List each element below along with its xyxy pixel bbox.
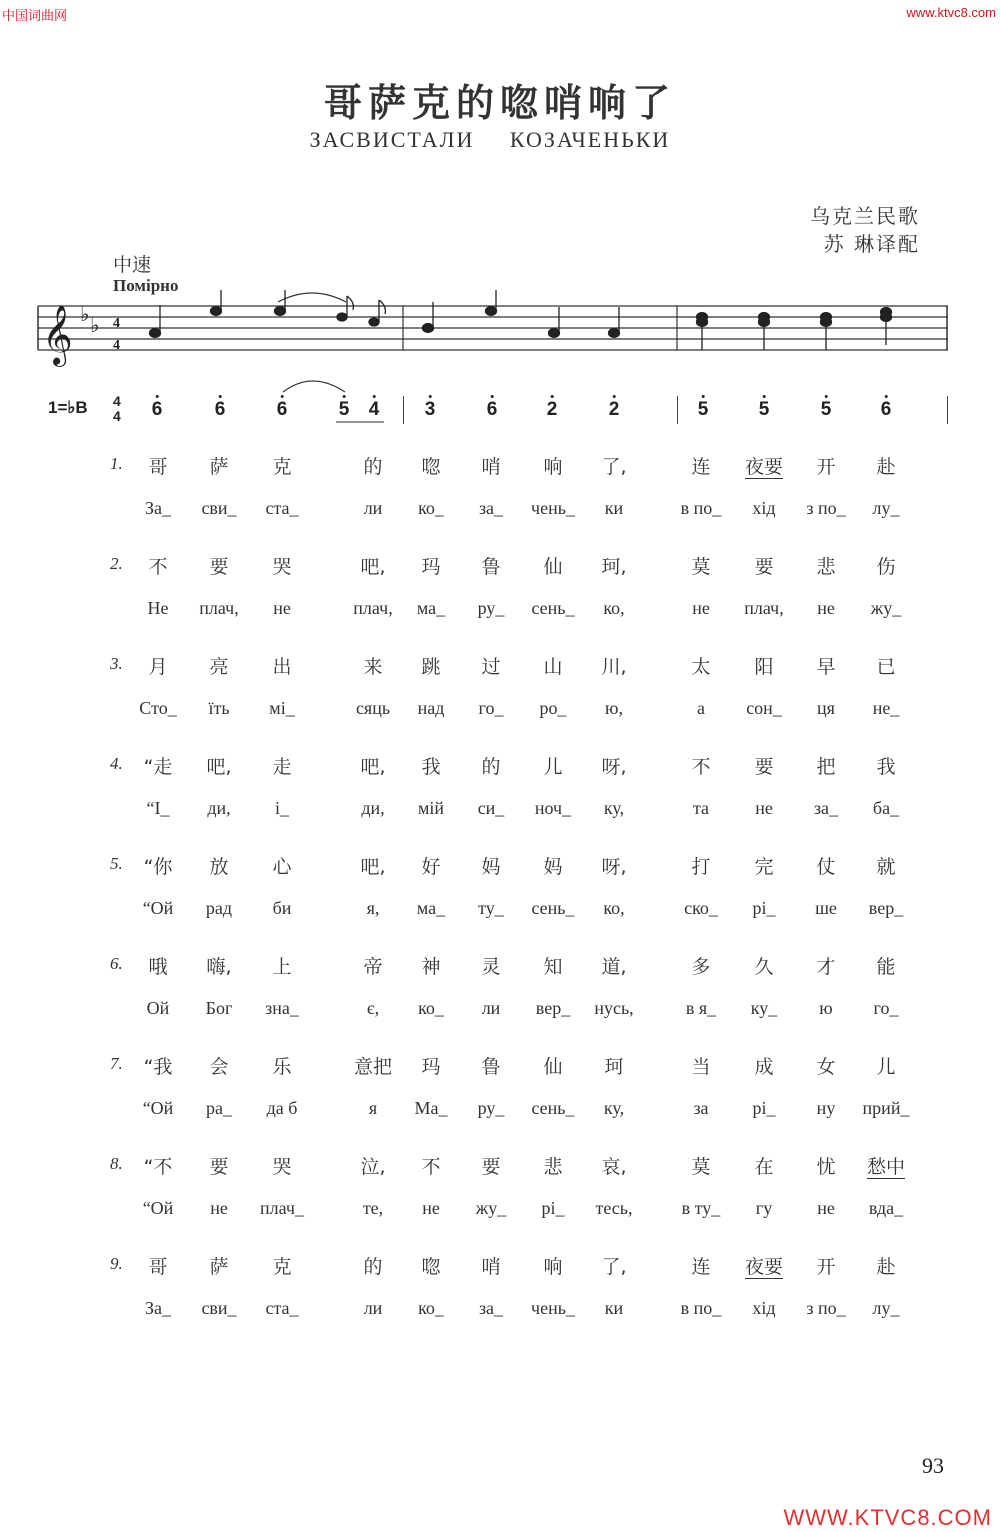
- lyric-syllable-ukrainian: і_: [274, 798, 290, 818]
- lyric-syllable-ukrainian: Не: [147, 598, 169, 618]
- lyric-syllable-chinese: 亮: [209, 656, 229, 678]
- lyric-syllable-ukrainian: ку_: [750, 998, 778, 1018]
- jianpu-slur-and-beam: [0, 370, 1000, 430]
- lyric-syllable-ukrainian: та: [692, 798, 710, 818]
- lyric-syllable-ukrainian: ю: [819, 998, 833, 1018]
- lyric-syllable-chinese: 莫: [691, 1156, 711, 1178]
- lyric-syllable-ukrainian: їть: [208, 698, 230, 718]
- lyric-syllable-chinese: “我: [143, 1056, 173, 1078]
- lyric-syllable-chinese: 唿: [421, 1256, 441, 1278]
- lyric-syllable-ukrainian: ту_: [478, 898, 504, 918]
- lyric-syllable-chinese: 当: [691, 1056, 711, 1078]
- verse-number: 6.: [110, 954, 123, 973]
- jianpu-note: 6: [152, 399, 163, 421]
- jianpu-note: 2: [547, 399, 558, 421]
- tempo-chinese: 中速: [113, 254, 152, 276]
- time-sig-bottom: 4: [113, 338, 120, 353]
- jianpu-note: 4: [369, 399, 380, 421]
- lyric-syllable-ukrainian: ру_: [477, 1098, 505, 1118]
- lyric-syllable-ukrainian: не: [273, 598, 291, 618]
- lyric-syllable-chinese: 克: [272, 1256, 292, 1278]
- jianpu-note: 5: [698, 399, 709, 421]
- lyric-syllable-chinese: 仙: [543, 1056, 563, 1078]
- lyric-syllable-chinese: 吧,: [360, 556, 386, 578]
- lyric-syllable-chinese: 的: [363, 456, 383, 478]
- lyric-syllable-chinese: 跳: [421, 656, 441, 678]
- lyric-syllable-ukrainian: сви_: [201, 1298, 237, 1318]
- lyric-syllable-ukrainian: я: [368, 1098, 378, 1118]
- verse-number: 7.: [110, 1054, 123, 1073]
- lyric-syllable-ukrainian: сень_: [531, 898, 575, 918]
- lyric-syllable-chinese: 赴: [876, 456, 896, 478]
- lyric-syllable-chinese: 太: [691, 656, 711, 678]
- lyric-syllable-ukrainian: ки: [604, 498, 624, 518]
- jianpu-note: 5: [759, 399, 770, 421]
- lyric-syllable-ukrainian: Ой: [146, 998, 170, 1018]
- lyric-syllable-chinese: 上: [272, 956, 292, 978]
- lyric-syllable-chinese: 哭: [272, 1156, 292, 1178]
- lyric-syllable-chinese: 心: [272, 856, 292, 878]
- lyric-syllable-chinese: 出: [272, 656, 292, 678]
- lyric-syllable-ukrainian: чень_: [531, 498, 575, 518]
- lyric-syllable-chinese: 的: [363, 1256, 383, 1278]
- lyric-syllable-ukrainian: ко,: [603, 598, 625, 618]
- lyric-syllable-ukrainian: ро_: [539, 698, 567, 718]
- lyric-syllable-ukrainian: “І_: [146, 798, 170, 818]
- lyric-syllable-ukrainian: не: [692, 598, 710, 618]
- lyric-syllable-ukrainian: За_: [144, 1298, 172, 1318]
- lyric-syllable-chinese: 仙: [543, 556, 563, 578]
- lyric-syllable-chinese: 已: [876, 656, 896, 678]
- jianpu-note: 6: [215, 399, 226, 421]
- lyric-syllable-chinese: 川,: [601, 656, 627, 678]
- lyric-syllable-chinese: 愁中: [866, 1156, 906, 1178]
- lyric-syllable-chinese: 我: [876, 756, 896, 778]
- lyric-syllable-ukrainian: ну: [816, 1098, 836, 1118]
- lyric-syllable-chinese: 不: [148, 556, 168, 578]
- lyric-syllable-chinese: 知: [543, 956, 563, 978]
- lyric-syllable-chinese: 夜要: [744, 456, 784, 478]
- lyric-syllable-chinese: 月: [148, 656, 168, 678]
- jianpu-key: 1=♭B: [48, 398, 88, 417]
- lyric-syllable-chinese: 成: [754, 1056, 774, 1078]
- lyric-syllable-ukrainian: мі_: [269, 698, 295, 718]
- lyric-syllable-chinese: 连: [691, 1256, 711, 1278]
- site-name-left: 中国词曲网: [2, 8, 68, 23]
- lyric-syllable-ukrainian: плач_: [260, 1198, 304, 1218]
- jianpu-note: 2: [609, 399, 620, 421]
- lyric-syllable-chinese: 要: [481, 1156, 501, 1178]
- lyric-syllable-chinese: 嗨,: [206, 956, 232, 978]
- lyric-syllable-ukrainian: в я_: [685, 998, 717, 1018]
- lyric-syllable-chinese: 久: [754, 956, 774, 978]
- lyric-syllable-chinese: 多: [691, 956, 711, 978]
- lyric-syllable-chinese: 妈: [481, 856, 501, 878]
- lyric-syllable-chinese: 莫: [691, 556, 711, 578]
- lyric-syllable-chinese: 呀,: [601, 756, 627, 778]
- lyric-syllable-chinese: 哨: [481, 1256, 501, 1278]
- lyric-syllable-ukrainian: ма_: [416, 898, 446, 918]
- lyric-syllable-chinese: 响: [543, 1256, 563, 1278]
- lyric-syllable-ukrainian: ско_: [684, 898, 718, 918]
- lyric-syllable-chinese: 萨: [209, 456, 229, 478]
- site-url-right: www.ktvc8.com: [906, 5, 996, 20]
- verse-number: 8.: [110, 1154, 123, 1173]
- lyric-syllable-chinese: 萨: [209, 1256, 229, 1278]
- lyric-syllable-ukrainian: плач,: [744, 598, 784, 618]
- lyric-syllable-chinese: 夜要: [744, 1256, 784, 1278]
- lyric-syllable-chinese: 不: [691, 756, 711, 778]
- lyric-syllable-ukrainian: чень_: [531, 1298, 575, 1318]
- lyric-syllable-ukrainian: з по_: [806, 1298, 846, 1318]
- lyric-syllable-chinese: 儿: [876, 1056, 896, 1078]
- lyric-syllable-ukrainian: рі_: [541, 1198, 565, 1218]
- lyric-syllable-chinese: 珂: [604, 1056, 624, 1078]
- lyric-syllable-ukrainian: си_: [477, 798, 505, 818]
- lyric-syllable-ukrainian: “Ой: [142, 898, 174, 918]
- lyric-syllable-ukrainian: ко_: [418, 998, 444, 1018]
- verse-number: 2.: [110, 554, 123, 573]
- lyric-syllable-ukrainian: ру_: [477, 598, 505, 618]
- lyric-syllable-chinese: 泣,: [360, 1156, 386, 1178]
- lyric-syllable-ukrainian: плач,: [353, 598, 393, 618]
- jianpu-time-signature: 4 4: [113, 393, 121, 424]
- lyric-syllable-chinese: 珂,: [601, 556, 627, 578]
- lyric-syllable-ukrainian: жу_: [475, 1198, 507, 1218]
- lyric-syllable-ukrainian: тесь,: [595, 1198, 633, 1218]
- lyric-syllable-ukrainian: рад: [205, 898, 233, 918]
- lyric-syllable-chinese: 阳: [754, 656, 774, 678]
- lyric-syllable-chinese: 哥: [148, 456, 168, 478]
- lyric-syllable-ukrainian: ли: [481, 998, 501, 1018]
- lyric-syllable-ukrainian: є,: [366, 998, 380, 1018]
- lyric-syllable-ukrainian: не: [755, 798, 773, 818]
- lyric-syllable-chinese: 连: [691, 456, 711, 478]
- lyric-syllable-chinese: 过: [481, 656, 501, 678]
- lyric-syllable-chinese: 唿: [421, 456, 441, 478]
- lyric-syllable-chinese: 女: [816, 1056, 836, 1078]
- lyric-syllable-chinese: 克: [272, 456, 292, 478]
- lyric-syllable-ukrainian: ко,: [603, 898, 625, 918]
- lyric-syllable-ukrainian: сви_: [201, 498, 237, 518]
- lyric-syllable-chinese: 好: [421, 856, 441, 878]
- lyric-syllable-ukrainian: з по_: [806, 498, 846, 518]
- lyric-syllable-chinese: 放: [209, 856, 229, 878]
- lyric-syllable-ukrainian: “Ой: [142, 1198, 174, 1218]
- song-title-chinese: 哥萨克的唿哨响了: [323, 81, 676, 125]
- lyric-syllable-chinese: 儿: [543, 756, 563, 778]
- lyric-syllable-ukrainian: за_: [813, 798, 839, 818]
- lyric-syllable-ukrainian: ки: [604, 1298, 624, 1318]
- lyric-syllable-ukrainian: ли: [363, 1298, 383, 1318]
- verse-number: 5.: [110, 854, 123, 873]
- lyric-syllable-chinese: 哭: [272, 556, 292, 578]
- lyric-syllable-ukrainian: прий_: [862, 1098, 910, 1118]
- flat-icon: ♭: [80, 302, 90, 326]
- time-sig-top: 4: [113, 316, 120, 331]
- lyric-syllable-ukrainian: Ма_: [414, 1098, 448, 1118]
- tempo-ukrainian: Помірно: [113, 276, 179, 295]
- lyric-syllable-ukrainian: жу_: [870, 598, 902, 618]
- lyric-syllable-ukrainian: в по_: [680, 1298, 722, 1318]
- lyric-syllable-ukrainian: за: [693, 1098, 709, 1118]
- lyric-syllable-ukrainian: не: [210, 1198, 228, 1218]
- lyric-syllable-ukrainian: зна_: [265, 998, 299, 1018]
- lyric-syllable-ukrainian: би: [272, 898, 292, 918]
- lyric-syllable-ukrainian: ма_: [416, 598, 446, 618]
- lyric-syllable-chinese: 了,: [601, 1256, 627, 1278]
- lyric-syllable-ukrainian: не: [817, 1198, 835, 1218]
- jianpu-note: 6: [487, 399, 498, 421]
- slur: [278, 293, 346, 302]
- lyric-syllable-ukrainian: рі_: [752, 1098, 776, 1118]
- lyric-syllable-ukrainian: за_: [478, 498, 504, 518]
- lyric-syllable-chinese: 山: [543, 656, 563, 678]
- lyric-syllable-ukrainian: Бог: [205, 998, 233, 1018]
- lyric-syllable-ukrainian: ку,: [603, 798, 625, 818]
- lyric-syllable-chinese: “你: [143, 856, 173, 878]
- lyric-syllable-ukrainian: я,: [366, 898, 380, 918]
- lyric-syllable-ukrainian: ра_: [206, 1098, 232, 1118]
- lyric-syllable-chinese: 要: [209, 1156, 229, 1178]
- lyric-syllable-ukrainian: сон_: [746, 698, 782, 718]
- lyric-syllable-chinese: 在: [754, 1156, 774, 1178]
- lyric-syllable-chinese: 意把: [353, 1056, 393, 1078]
- lyric-syllable-chinese: 悲: [543, 1156, 563, 1178]
- lyric-syllable-ukrainian: сень_: [531, 1098, 575, 1118]
- lyric-syllable-ukrainian: а: [697, 698, 705, 718]
- lyric-syllable-ukrainian: вер_: [868, 898, 904, 918]
- lyric-syllable-ukrainian: “Ой: [142, 1098, 174, 1118]
- credit-translator: 苏 琳译配: [823, 232, 920, 256]
- lyric-syllable-ukrainian: ба_: [872, 798, 900, 818]
- lyric-syllable-ukrainian: ко_: [418, 1298, 444, 1318]
- lyric-syllable-chinese: 忧: [816, 1156, 836, 1178]
- footer-watermark: WWW.KTVC8.COM: [783, 1505, 992, 1530]
- lyric-syllable-chinese: 打: [691, 856, 711, 878]
- lyric-syllable-chinese: 哨: [481, 456, 501, 478]
- song-title-russian: ЗАСВИСТАЛИ КОЗАЧЕНЬКИ: [309, 127, 671, 152]
- lyric-syllable-ukrainian: да б: [266, 1098, 298, 1118]
- lyric-syllable-chinese: 灵: [481, 956, 501, 978]
- lyric-syllable-ukrainian: ку,: [603, 1098, 625, 1118]
- flat-icon: ♭: [90, 313, 100, 337]
- lyric-syllable-chinese: 妈: [543, 856, 563, 878]
- lyric-syllable-ukrainian: рі_: [752, 898, 776, 918]
- lyric-syllable-ukrainian: ю,: [605, 698, 623, 718]
- lyric-syllable-ukrainian: ста_: [265, 1298, 299, 1318]
- lyric-syllable-chinese: 要: [754, 756, 774, 778]
- lyric-syllable-chinese: 早: [816, 656, 836, 678]
- lyric-syllable-chinese: “走: [143, 756, 173, 778]
- lyric-syllable-chinese: 玛: [421, 556, 441, 578]
- lyric-syllable-chinese: 把: [816, 756, 836, 778]
- jianpu-note: 3: [425, 399, 436, 421]
- lyric-syllable-chinese: 吧,: [206, 756, 232, 778]
- lyric-syllable-ukrainian: мій: [417, 798, 445, 818]
- lyric-syllable-chinese: 玛: [421, 1056, 441, 1078]
- lyric-syllable-ukrainian: гу: [755, 1198, 773, 1218]
- jianpu-note: 6: [881, 399, 892, 421]
- lyric-syllable-ukrainian: ли: [363, 498, 383, 518]
- lyric-syllable-ukrainian: го_: [478, 698, 504, 718]
- lyric-syllable-chinese: 要: [754, 556, 774, 578]
- jianpu-note: 6: [277, 399, 288, 421]
- lyric-syllable-chinese: 道,: [601, 956, 627, 978]
- lyric-syllable-chinese: 来: [363, 656, 383, 678]
- lyric-syllable-chinese: 哥: [148, 1256, 168, 1278]
- lyric-syllable-chinese: 就: [876, 856, 896, 878]
- lyric-syllable-chinese: 不: [421, 1156, 441, 1178]
- lyric-syllable-chinese: 呀,: [601, 856, 627, 878]
- lyric-syllable-ukrainian: ноч_: [534, 798, 572, 818]
- jianpu-note: 5: [339, 399, 350, 421]
- lyric-syllable-ukrainian: в ту_: [681, 1198, 721, 1218]
- verse-number: 3.: [110, 654, 123, 673]
- lyric-syllable-ukrainian: хід: [752, 1298, 776, 1318]
- lyric-syllable-ukrainian: хід: [752, 498, 776, 518]
- lyric-syllable-ukrainian: ди,: [207, 798, 231, 818]
- lyric-syllable-ukrainian: вер_: [535, 998, 571, 1018]
- lyric-syllable-chinese: 吧,: [360, 856, 386, 878]
- lyric-syllable-chinese: 乐: [272, 1056, 292, 1078]
- lyric-syllable-chinese: 才: [816, 956, 836, 978]
- lyric-syllable-ukrainian: ста_: [265, 498, 299, 518]
- lyric-syllable-chinese: 要: [209, 556, 229, 578]
- lyric-syllable-ukrainian: ди,: [361, 798, 385, 818]
- lyric-syllable-ukrainian: лу_: [872, 498, 900, 518]
- lyric-syllable-ukrainian: те,: [362, 1198, 384, 1218]
- lyric-syllable-chinese: 鲁: [481, 1056, 501, 1078]
- lyric-syllable-chinese: 伤: [876, 556, 896, 578]
- lyric-syllable-ukrainian: Сто_: [139, 698, 177, 718]
- lyric-syllable-ukrainian: го_: [873, 998, 899, 1018]
- lyric-syllable-chinese: 开: [816, 456, 836, 478]
- lyric-syllable-ukrainian: не: [817, 598, 835, 618]
- lyric-syllable-ukrainian: ко_: [418, 498, 444, 518]
- lyric-syllable-chinese: 帝: [363, 956, 383, 978]
- jianpu-note: 5: [821, 399, 832, 421]
- lyric-syllable-ukrainian: в по_: [680, 498, 722, 518]
- lyric-syllable-chinese: 哀,: [601, 1156, 627, 1178]
- lyric-syllable-chinese: 的: [481, 756, 501, 778]
- lyric-syllable-chinese: 哦: [148, 956, 168, 978]
- lyric-syllable-ukrainian: ше: [815, 898, 837, 918]
- lyric-syllable-chinese: 能: [876, 956, 896, 978]
- lyric-syllable-ukrainian: не: [422, 1198, 440, 1218]
- verse-number: 9.: [110, 1254, 123, 1273]
- lyric-syllable-ukrainian: плач,: [199, 598, 239, 618]
- lyric-syllable-chinese: “不: [143, 1156, 173, 1178]
- lyric-syllable-chinese: 响: [543, 456, 563, 478]
- lyric-syllable-chinese: 仗: [816, 856, 836, 878]
- lyric-syllable-chinese: 完: [754, 856, 774, 878]
- lyric-syllable-chinese: 吧,: [360, 756, 386, 778]
- lyric-syllable-ukrainian: За_: [144, 498, 172, 518]
- lyric-syllable-chinese: 我: [421, 756, 441, 778]
- credit-origin: 乌克兰民歌: [810, 204, 920, 228]
- lyric-syllable-chinese: 神: [421, 956, 441, 978]
- treble-clef-icon: 𝄞: [42, 305, 73, 365]
- lyric-syllable-chinese: 鲁: [481, 556, 501, 578]
- lyric-syllable-chinese: 了,: [601, 456, 627, 478]
- page-number: 93: [922, 1453, 944, 1478]
- lyric-syllable-chinese: 走: [272, 756, 292, 778]
- lyric-syllable-ukrainian: за_: [478, 1298, 504, 1318]
- lyric-syllable-chinese: 悲: [816, 556, 836, 578]
- verse-number: 4.: [110, 754, 123, 773]
- lyric-syllable-ukrainian: над: [417, 698, 445, 718]
- lyric-syllable-chinese: 会: [209, 1056, 229, 1078]
- lyric-syllable-chinese: 赴: [876, 1256, 896, 1278]
- lyric-syllable-ukrainian: сень_: [531, 598, 575, 618]
- lyric-syllable-ukrainian: нусь,: [594, 998, 634, 1018]
- lyric-syllable-ukrainian: сяць: [355, 698, 391, 718]
- lyric-syllable-ukrainian: вда_: [868, 1198, 904, 1218]
- lyric-syllable-chinese: 开: [816, 1256, 836, 1278]
- lyric-syllable-ukrainian: ця: [817, 698, 835, 718]
- verse-number: 1.: [110, 454, 123, 473]
- lyric-syllable-ukrainian: не_: [872, 698, 900, 718]
- lyric-syllable-ukrainian: лу_: [872, 1298, 900, 1318]
